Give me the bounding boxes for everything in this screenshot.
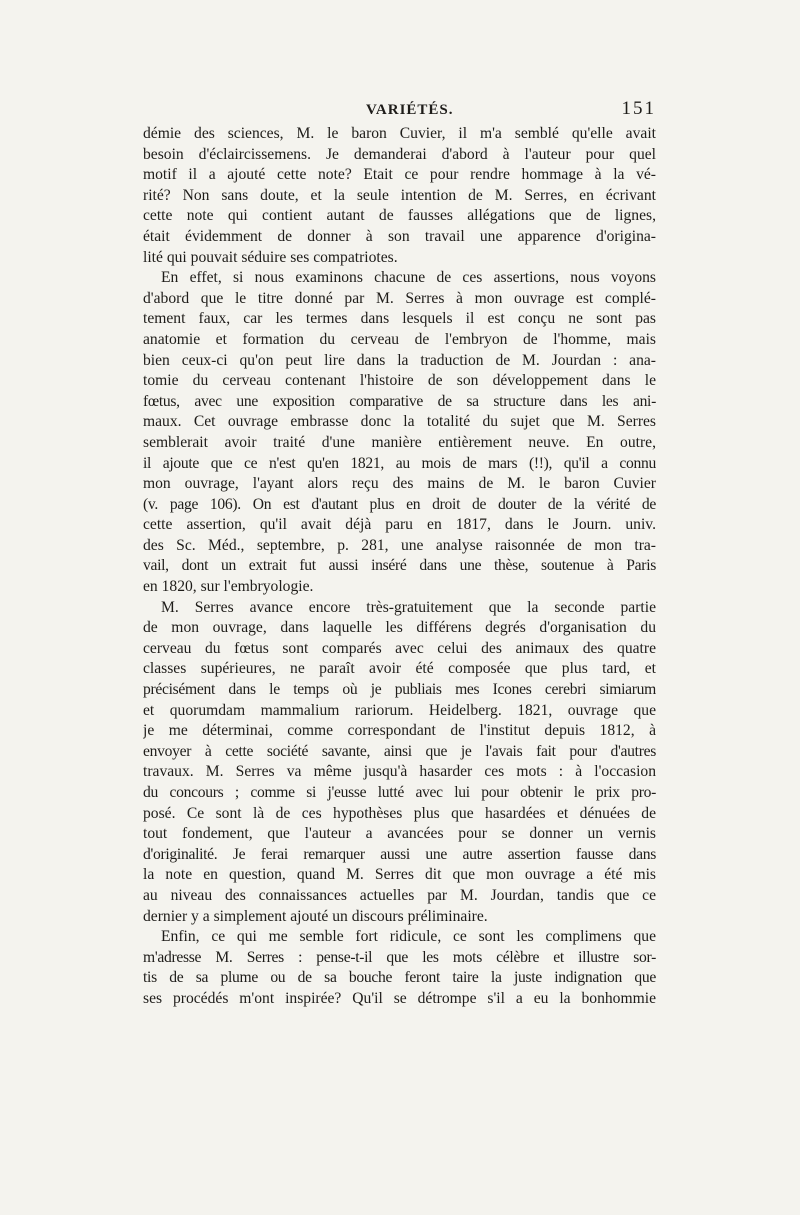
- text-line: rité? Non sans doute, et la seule intention de M. Serres, en écrivant: [143, 186, 656, 204]
- body-text: [143, 124, 656, 1010]
- text-line: la note en question, quand M. Serres dit que mon ouvrage a été mis: [143, 866, 656, 884]
- text-line: en 1820, sur l'embryologie.: [143, 578, 314, 596]
- paragraph: [143, 927, 656, 1009]
- text-line: ses procédés m'ont inspirée? Qu'il se détrompe s'il a eu la bonhommie: [143, 989, 656, 1007]
- text-line: bien ceux-ci qu'on peut lire dans la traduction de M. Jourdan : ana-: [143, 351, 656, 369]
- text-line: En effet, si nous examinons chacune de ces assertions, nous voyons: [161, 269, 656, 287]
- text-line: travaux. M. Serres va même jusqu'à hasarder ces mots : à l'occasion: [143, 763, 656, 781]
- text-line: et quorumdam mammalium rariorum. Heidelberg. 1821, ouvrage que: [143, 701, 656, 719]
- text-line: cerveau du fœtus sont comparés avec celui des animaux des quatre: [143, 639, 656, 657]
- page-number: 151: [621, 98, 656, 119]
- text-line: cette note qui contient autant de fausses allégations que de lignes,: [143, 207, 656, 225]
- text-line: lité qui pouvait séduire ses compatriotes.: [143, 248, 398, 266]
- text-line: était évidemment de donner à son travail une apparence d'origina-: [143, 227, 656, 245]
- text-line: vail, dont un extrait fut aussi inséré dans une thèse, soutenue à Paris: [143, 557, 656, 575]
- text-line: démie des sciences, M. le baron Cuvier, il m'a semblé qu'elle avait: [143, 125, 656, 142]
- text-line: des Sc. Méd., septembre, p. 281, une analyse raisonnée de mon tra-: [143, 536, 656, 554]
- text-line: M. Serres avance encore très-gratuitement que la seconde partie: [161, 598, 656, 616]
- text-line: envoyer à cette société savante, ainsi que je l'avais fait pour d'autres: [143, 742, 656, 760]
- text-line: classes supérieures, ne paraît avoir été composée que plus tard, et: [143, 660, 656, 678]
- text-line: cette assertion, qu'il avait déjà paru en 1817, dans le Journ. univ.: [143, 516, 656, 534]
- text-line: (v. page 106). On est d'autant plus en droit de douter de la vérité de: [143, 495, 656, 513]
- text-line: semblerait avoir traité d'une manière entièrement neuve. En outre,: [143, 433, 656, 451]
- book-page: [143, 96, 656, 1010]
- paragraph: [143, 268, 656, 598]
- text-line: maux. Cet ouvrage embrasse donc la totalité du sujet que M. Serres: [143, 413, 656, 431]
- text-line: précisément dans le temps où je publiais mes Icones cerebri simiarum: [143, 681, 656, 699]
- paragraph: [143, 124, 656, 268]
- running-title: VARIÉTÉS.: [366, 102, 454, 118]
- text-line: tement faux, car les termes dans lesquels il est conçu ne sont pas: [143, 310, 656, 328]
- text-line: posé. Ce sont là de ces hypothèses plus que hasardées et dénuées de: [143, 804, 656, 822]
- text-line: Enfin, ce qui me semble fort ridicule, ce sont les complimens que: [161, 928, 656, 946]
- text-line: dernier y a simplement ajouté un discours préliminaire.: [143, 907, 488, 925]
- text-line: anatomie et formation du cerveau de l'embryon de l'homme, mais: [143, 330, 656, 348]
- text-line: de mon ouvrage, dans laquelle les différens degrés d'organisation du: [143, 619, 656, 637]
- paragraph: [143, 598, 656, 928]
- text-line: tis de sa plume ou de sa bouche feront taire la juste indignation que: [143, 969, 656, 987]
- text-line: d'originalité. Je ferai remarquer aussi une autre assertion fausse dans: [143, 845, 656, 863]
- text-line: il ajoute que ce n'est qu'en 1821, au mois de mars (!!), qu'il a connu: [143, 454, 656, 472]
- text-line: je me déterminai, comme correspondant de l'institut depuis 1812, à: [143, 722, 656, 740]
- text-line: d'abord que le titre donné par M. Serres à mon ouvrage est complé-: [143, 289, 656, 307]
- text-line: tout fondement, que l'auteur a avancées pour se donner un vernis: [143, 825, 656, 843]
- text-line: du concours ; comme si j'eusse lutté avec lui pour obtenir le prix pro-: [143, 784, 656, 801]
- text-line: besoin d'éclaircissemens. Je demanderai d'abord à l'auteur pour quel: [143, 145, 656, 163]
- text-line: fœtus, avec une exposition comparative de sa structure dans les ani-: [143, 392, 656, 410]
- page-header: [143, 96, 656, 124]
- text-line: m'adresse M. Serres : pense-t-il que les mots célèbre et illustre sor-: [143, 948, 656, 966]
- text-line: mon ouvrage, l'ayant alors reçu des mains de M. le baron Cuvier: [143, 475, 656, 493]
- text-line: tomie du cerveau contenant l'histoire de son développement dans le: [143, 372, 656, 390]
- text-line: motif il a ajouté cette note? Etait ce pour rendre hommage à la vé-: [143, 166, 656, 184]
- text-line: au niveau des connaissances actuelles par M. Jourdan, tandis que ce: [143, 886, 656, 904]
